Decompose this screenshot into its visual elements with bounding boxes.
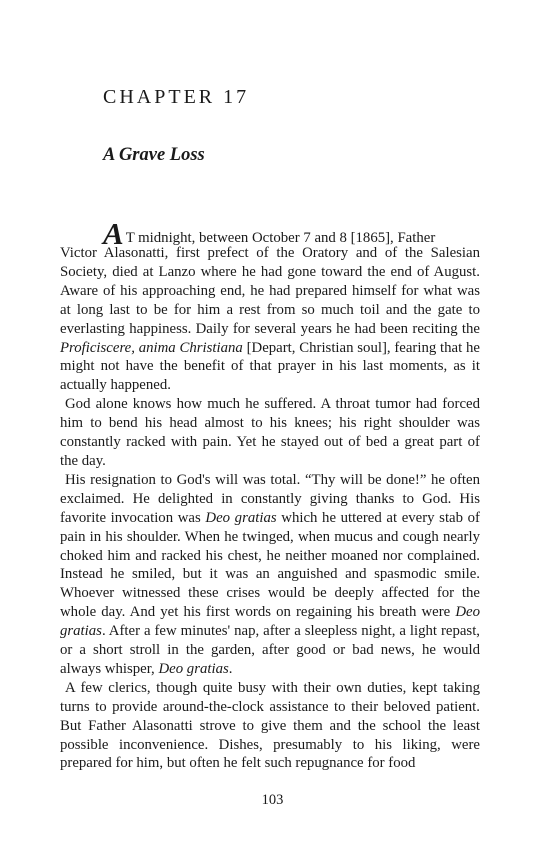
opening-text: T midnight, between October 7 and 8 [1865], Father (125, 230, 436, 246)
paragraph-3-italic-1: Deo gratias (205, 509, 277, 526)
paragraph-1-text-a: Victor Alasonatti, first prefect of the Oratory and of the Salesian Society, died at Lanzo where he had gone toward the end of August. Aware of his approaching end, he had prepared himself for what was at long last to be for him a rest from so much toil and the gate to everlasting happiness. Daily for several years he had been reciting the (60, 245, 480, 337)
paragraph-3-text-d: . (228, 660, 233, 677)
paragraph-4: A few clerics, though quite busy with their own duties, kept taking turns to provide around-the-clock assistance to their beloved patient. But Father Alasonatti strove to give them and the school the least possible inconvenience. Dishes, presumably to his liking, were prepared for him, but often he felt such repugnance for food (60, 679, 480, 772)
chapter-subtitle: A Grave Loss (103, 145, 205, 165)
paragraph-1-text-b: [Depart, Christian soul], fearing that he might not have the benefit of that prayer in his last moments, as it actually happened. (60, 339, 480, 394)
paragraph-3-text-c: . After a few minutes' nap, after a sleepless night, a light repast, or a short stroll in the garden, after good or bad news, he would always whisper, (60, 623, 480, 677)
paragraph-3-text-b: which he uttered at every stab of pain in his shoulder. When he twinged, when mucus and cough nearly choked him and racked his chest, he neither moaned nor complained. Instead he smiled, but it was an anguished and spasmodic smile. Whoever witnessed these crises would be deeply affected for the whole day. And yet his first words on regaining his breath were (60, 509, 480, 621)
drop-cap: A (103, 216, 124, 251)
chapter-body (60, 216, 480, 773)
chapter-heading: CHAPTER 17 (103, 86, 250, 108)
paragraph-1 (60, 216, 480, 395)
paragraph-1-italic-phrase: Proficiscere, anima Christiana (60, 339, 243, 356)
paragraph-3-italic-2: Deo gratias (60, 604, 480, 640)
page-number: 103 (261, 792, 284, 808)
opening-line (60, 216, 480, 251)
paragraph-2: God alone knows how much he suffered. A throat tumor had forced him to bend his head almost to his knees; his right shoulder was constantly racked with pain. Yet he stayed out of bed a great part of the day. (60, 396, 480, 469)
paragraph-3-italic-3: Deo gratias (158, 660, 229, 677)
paragraph-3 (60, 471, 480, 679)
paragraph-3-text-a: His resignation to God's will was total. “Thy will be done!” he often exclaimed. He delighted in constantly giving thanks to God. His favorite invocation was (60, 471, 480, 526)
